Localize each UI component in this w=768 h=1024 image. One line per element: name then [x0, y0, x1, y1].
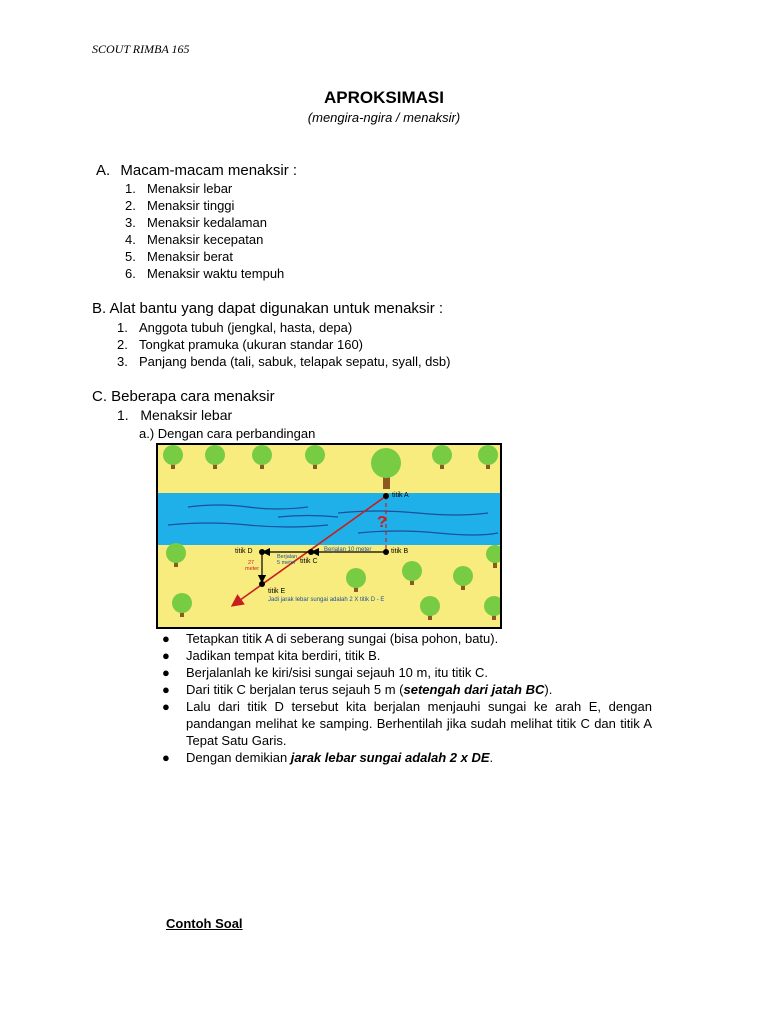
list-item: ● Tetapkan titik A di seberang sungai (bisa pohon, batu).	[162, 631, 499, 646]
section-a-heading	[96, 162, 297, 179]
point-c	[308, 549, 314, 555]
section-c-heading: C. Beberapa cara menaksir	[92, 388, 275, 405]
list-item: ● Dari titik C berjalan terus sejauh 5 m (setengah dari jatah BC).	[162, 682, 553, 697]
label-27-1: 27	[248, 560, 255, 566]
label-titik-a: titik A	[392, 492, 409, 499]
page-title: APROKSIMASI	[324, 88, 444, 107]
label-walk-5m-2: 5 meter	[277, 560, 296, 566]
river-diagram	[158, 445, 500, 627]
question-mark: ?	[377, 514, 387, 531]
point-e	[259, 581, 265, 587]
section-b-heading: B. Alat bantu yang dapat digunakan untuk menaksir :	[92, 300, 444, 317]
list-item: ● Lalu dari titik D tersebut kita berjalan menjauhi sungai ke arah E, dengan pandangan melihat ke samping. Berhentilah jika sudah melihat titik C dan titik A Tepat Satu Garis.	[162, 699, 652, 748]
document-header: SCOUT RIMBA 165	[92, 42, 190, 56]
subsection-heading: 1. Menaksir lebar	[117, 407, 233, 423]
label-27-2: meter	[245, 566, 260, 572]
example-heading: Contoh Soal	[166, 916, 243, 931]
label-titik-d: titik D	[235, 548, 253, 555]
label-titik-b: titik B	[391, 548, 409, 555]
point-a	[383, 493, 389, 499]
label-conclusion: Jadi jarak lebar sungai adalah 2 X titik D - E	[268, 597, 385, 603]
list-item: ● Berjalanlah ke kiri/sisi sungai sejauh 10 m, itu titik C.	[162, 665, 489, 680]
label-titik-c: titik C	[300, 558, 318, 565]
section-a-title: Macam-macam menaksir :	[120, 162, 298, 179]
section-a-label: A.	[96, 162, 111, 179]
label-walk-5m-1: Berjalan	[277, 554, 298, 560]
point-d	[259, 549, 265, 555]
page-subtitle: (mengira-ngira / menaksir)	[307, 110, 461, 125]
label-titik-e: titik E	[268, 588, 286, 595]
river-width-figure	[156, 443, 502, 629]
list-item: ● Dengan demikian jarak lebar sungai adalah 2 x DE.	[162, 750, 494, 765]
point-b	[383, 549, 389, 555]
subsection-label: a.) Dengan cara perbandingan	[139, 426, 316, 441]
list-item: ● Jadikan tempat kita berdiri, titik B.	[162, 648, 381, 663]
label-walk-10m: Berjalan 10 meter	[324, 547, 372, 553]
